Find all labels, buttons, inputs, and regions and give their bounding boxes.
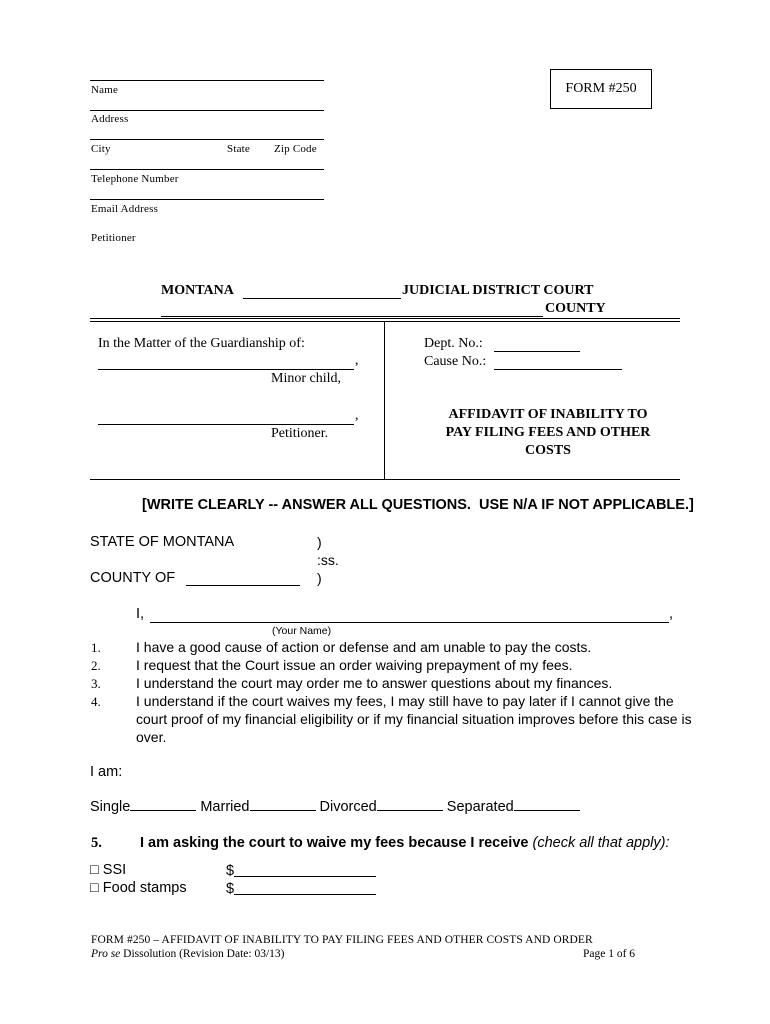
email-line[interactable] <box>90 199 324 200</box>
food-stamps-label: Food stamps <box>102 880 187 896</box>
address-label: Address <box>91 113 129 125</box>
city-label: City <box>91 143 111 155</box>
cause-no-blank[interactable] <box>494 369 622 370</box>
footer-revision-text: Dissolution (Revision Date: 03/13) <box>123 948 285 960</box>
address-line[interactable] <box>90 110 324 111</box>
statement-number: 1. <box>91 640 101 655</box>
marital-option-single: Single <box>90 799 131 815</box>
ssi-label: SSI <box>102 862 127 878</box>
title-line-1: AFFIDAVIT OF INABILITY TO <box>448 407 648 422</box>
section5-number: 5. <box>91 835 102 851</box>
caption-divider <box>384 321 385 480</box>
venue-paren-open: ) <box>317 534 322 550</box>
phone-line[interactable] <box>90 169 324 170</box>
matter-label: In the Matter of the Guardianship of: <box>98 336 305 351</box>
statement-number: 2. <box>91 658 101 673</box>
section5-heading <box>140 835 670 851</box>
zip-label: Zip Code <box>274 143 317 155</box>
venue-paren-close: ) <box>317 570 322 586</box>
cause-no-label: Cause No.: <box>424 354 487 369</box>
affidavit-title <box>410 406 686 460</box>
court-district: JUDICIAL DISTRICT COURT <box>402 283 594 298</box>
caption-top-rule-2 <box>90 321 680 322</box>
statement-text: I understand the court may order me to answer questions about my finances. <box>136 675 613 691</box>
ssi-amount-blank[interactable] <box>234 862 376 877</box>
email-label: Email Address <box>91 203 159 215</box>
footer-revision <box>91 948 284 960</box>
benefit-row-food-stamps <box>90 880 187 896</box>
city-state-zip-line[interactable] <box>90 139 324 140</box>
food-stamps-checkbox[interactable]: □ <box>90 880 99 896</box>
affiant-prefix: I, <box>136 606 145 622</box>
statement-text: I have a good cause of action or defense and am unable to pay the costs. <box>136 639 592 655</box>
ssi-currency: $ <box>226 863 235 879</box>
statement-text: I understand if the court waives my fees, I may still have to pay later if I cannot give the court proof of my financial eligibility or if my financial situation improves before this case is over. <box>136 693 692 745</box>
venue-county: COUNTY OF <box>90 570 176 586</box>
statement-number: 3. <box>91 676 101 691</box>
venue-ss: :ss. <box>317 552 339 568</box>
food-stamps-currency: $ <box>226 881 235 897</box>
state-label: State <box>227 143 250 155</box>
single-blank[interactable] <box>130 810 196 811</box>
marital-label: I am: <box>90 764 123 780</box>
marital-option-married: Married <box>200 799 250 815</box>
minor-comma: , <box>355 353 359 368</box>
title-line-3: COSTS <box>525 443 571 458</box>
county-blank[interactable] <box>161 316 543 317</box>
dept-no-label: Dept. No.: <box>424 336 483 351</box>
caption-top-rule <box>90 318 680 319</box>
petitioner-name-blank[interactable] <box>98 424 354 425</box>
minor-name-blank[interactable] <box>98 369 354 370</box>
caption-bottom-rule <box>90 479 680 480</box>
district-blank[interactable] <box>243 298 401 299</box>
benefit-row-ssi <box>90 862 126 878</box>
affiant-comma: , <box>669 606 674 622</box>
name-line[interactable] <box>90 80 324 81</box>
ssi-checkbox[interactable]: □ <box>90 862 99 878</box>
marital-option-divorced: Divorced <box>319 799 377 815</box>
petitioner-label: Petitioner <box>91 232 136 244</box>
instruction-banner: [WRITE CLEARLY -- ANSWER ALL QUESTIONS. USE N/A IF NOT APPLICABLE.] <box>142 497 694 513</box>
food-stamps-amount <box>226 880 376 897</box>
court-state: MONTANA <box>161 283 234 298</box>
court-county: COUNTY <box>545 301 606 316</box>
caption-petitioner-label: Petitioner. <box>271 426 329 441</box>
name-label: Name <box>91 84 119 96</box>
footer-form-title: FORM #250 – AFFIDAVIT OF INABILITY TO PAY FILING FEES AND OTHER COSTS AND ORDER <box>91 934 593 946</box>
petitioner-comma: , <box>355 408 359 423</box>
phone-label: Telephone Number <box>91 173 179 185</box>
footer-pro-se: Pro se <box>91 948 121 960</box>
statement-number: 4. <box>91 694 101 709</box>
marital-options <box>90 799 580 815</box>
minor-child-label: Minor child, <box>271 371 341 386</box>
divorced-blank[interactable] <box>377 810 443 811</box>
section5-text: I am asking the court to waive my fees because I receive <box>140 835 529 851</box>
statement-text: I request that the Court issue an order waiving prepayment of my fees. <box>136 657 573 673</box>
section5-note: (check all that apply): <box>532 835 670 851</box>
ssi-amount <box>226 862 376 879</box>
footer-page-number: Page 1 of 6 <box>583 948 636 960</box>
title-line-2: PAY FILING FEES AND OTHER <box>445 425 651 440</box>
affiant-sublabel: (Your Name) <box>272 625 332 637</box>
affiant-name-blank[interactable] <box>150 622 669 623</box>
venue-state: STATE OF MONTANA <box>90 534 235 550</box>
dept-no-blank[interactable] <box>494 351 580 352</box>
marital-option-separated: Separated <box>446 799 514 815</box>
form-number-box: FORM #250 <box>550 69 652 109</box>
married-blank[interactable] <box>250 810 316 811</box>
food-stamps-amount-blank[interactable] <box>234 880 376 895</box>
county-name-blank[interactable] <box>186 585 300 586</box>
separated-blank[interactable] <box>514 810 580 811</box>
